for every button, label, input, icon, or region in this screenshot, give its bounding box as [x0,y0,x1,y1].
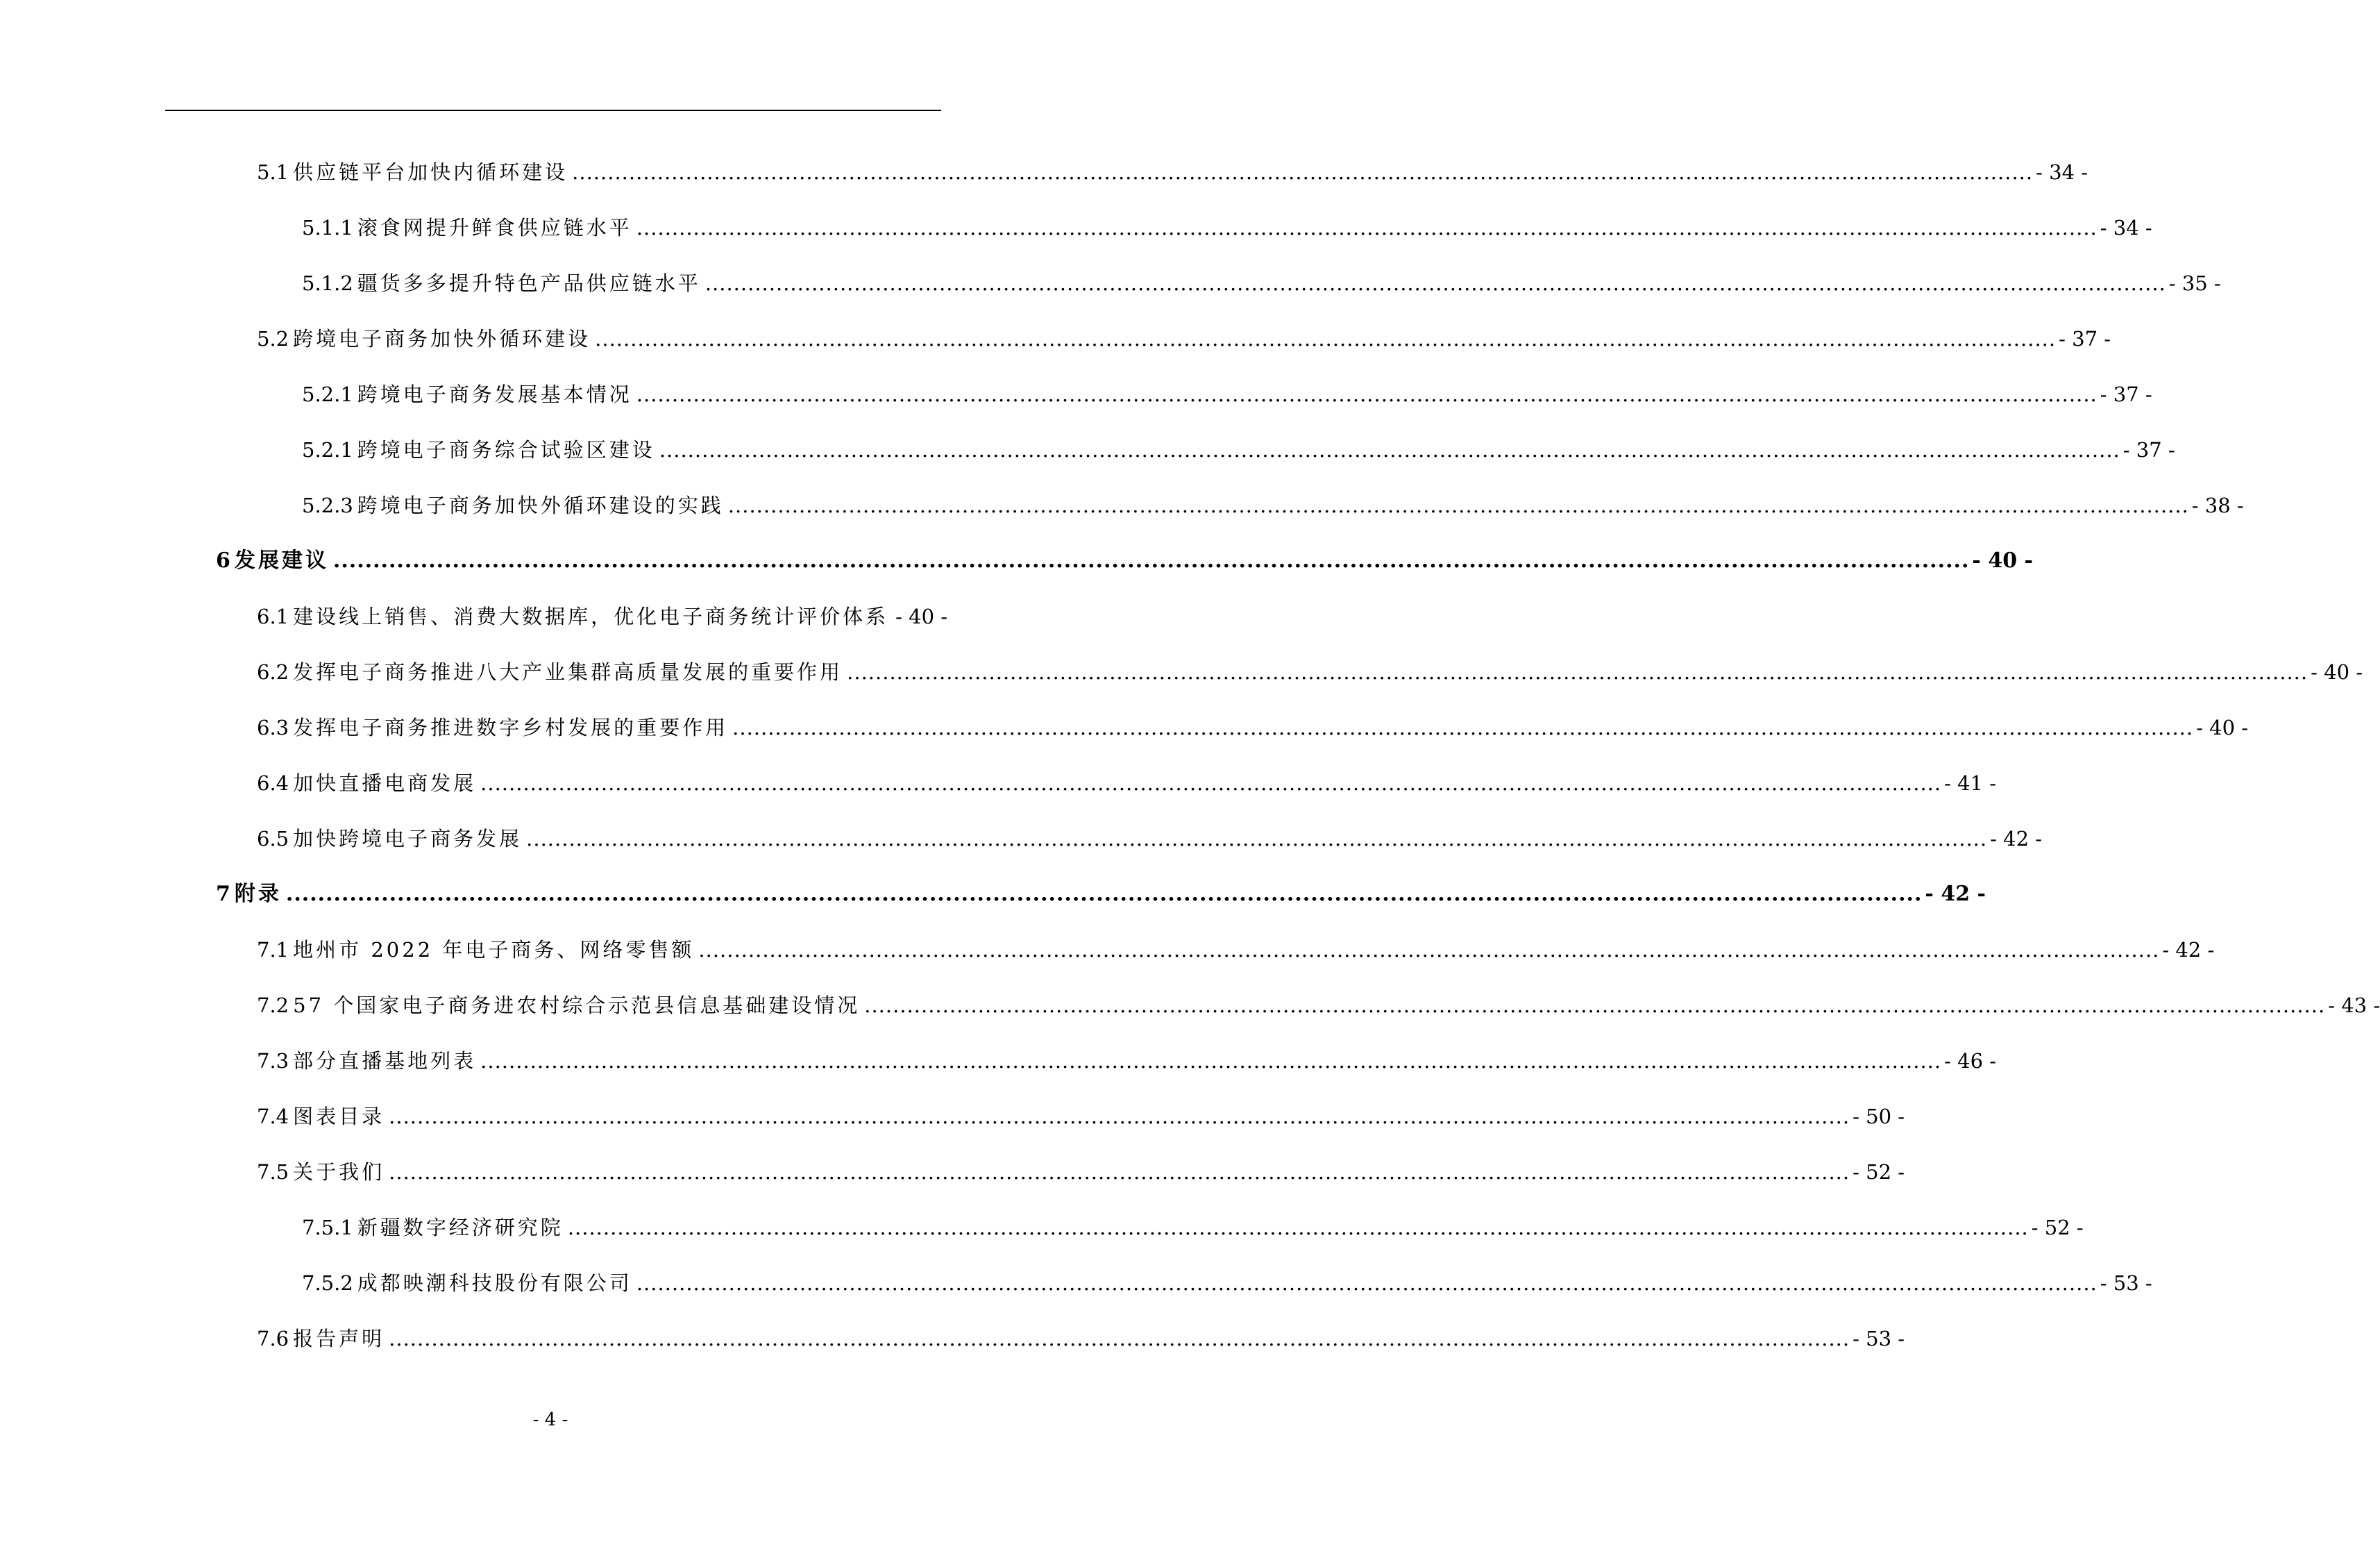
dot-leader: .............................................................................................................................................................................................................. [659,438,2120,462]
toc-entry-page: - 50 - [1852,1105,1905,1128]
toc-entry-number: 6.5 [257,827,289,851]
toc-entry-title: 关于我们 [293,1160,385,1184]
dot-leader: .............................................................................................................................................................................................................. [595,327,2057,351]
dot-leader: .............................................................................................................................................................................................................. [389,1327,1850,1350]
toc-entry-title: 疆货多多提升特色产品供应链水平 [357,271,701,295]
toc-entry-number: 6.3 [257,716,289,739]
toc-entry-number: 7.1 [257,938,289,962]
toc-entry-title: 发挥电子商务推进八大产业集群高质量发展的重要作用 [293,660,843,684]
toc-entry-title: 加快直播电商发展 [293,771,477,795]
toc-entry-title: 附录 [234,882,282,906]
toc-entry[interactable] [257,324,2111,354]
dot-leader: .............................................................................................................................................................................................................. [480,771,1942,795]
toc-entry[interactable] [216,546,2033,576]
dot-leader: .............................................................................................................................................................................................................. [698,938,2160,962]
dot-leader: .............................................................................................................................................................................................................. [480,1049,1942,1073]
toc-entry-title: 跨境电子商务加快外循环建设的实践 [357,494,724,517]
toc-entry[interactable] [302,212,2152,243]
toc-entry[interactable] [257,1323,1905,1354]
toc-entry-page: - 41 - [1944,771,1997,795]
toc-entry-page: - 42 - [1925,882,1986,906]
toc-entry-title: 建设线上销售、消费大数据库，优化电子商务统计评价体系 [293,605,889,628]
toc-entry-page: - 37 - [2059,327,2111,351]
toc-entry-title: 地州市 2022 年电子商务、网络零售额 [293,938,695,962]
toc-entry-number: 5.2.1 [302,438,353,462]
dot-leader: .............................................................................................................................................................................................................. [526,827,1988,851]
toc-entry-page: - 40 - [895,605,948,628]
dot-leader: .............................................................................................................................................................................................................. [847,660,2309,684]
toc-entry[interactable] [257,1157,1905,1187]
toc-entry-number: 7.2 [257,994,289,1017]
toc-entry[interactable] [302,379,2152,410]
toc-entry-title: 加快跨境电子商务发展 [293,827,523,851]
dot-leader: .............................................................................................................................................................................................................. [704,271,2166,295]
toc-entry[interactable] [257,712,2249,743]
dot-leader: .............................................................................................................................................................................................................. [389,1160,1850,1184]
toc-entry-page: - 37 - [2100,383,2152,406]
toc-entry[interactable] [302,435,2175,465]
toc-entry-title: 57 个国家电子商务进农村综合示范县信息基础建设情况 [293,994,861,1017]
toc-entry-number: 6.4 [257,771,289,795]
toc-entry[interactable] [257,657,2363,687]
dot-leader: .............................................................................................................................................................................................................. [285,882,1923,906]
toc-entry-number: 5.2.3 [302,494,353,517]
toc-entry-page: - 38 - [2191,494,2244,517]
toc-entry-page: - 43 - [2328,994,2380,1017]
toc-entry[interactable] [216,879,1986,910]
dot-leader: .............................................................................................................................................................................................................. [864,994,2326,1017]
dot-leader: .............................................................................................................................................................................................................. [567,1216,2029,1239]
toc-entry-title: 图表目录 [293,1105,385,1128]
toc-entry-page: - 34 - [2100,216,2152,240]
toc-entry-number: 6 [216,548,230,573]
toc-entry[interactable] [302,1268,2152,1298]
toc-entry-number: 5.2.1 [302,383,353,406]
toc-entry-page: - 46 - [1944,1049,1997,1073]
toc-entry-page: - 53 - [2100,1271,2152,1295]
dot-leader: .............................................................................................................................................................................................................. [636,216,2098,240]
toc-entry-number: 7.5 [257,1160,289,1184]
toc-entry-number: 7 [216,882,230,906]
toc-entry-page: - 42 - [1990,827,2043,851]
toc-entry-page: - 42 - [2162,938,2215,962]
toc-entry-number: 7.4 [257,1105,289,1128]
toc-entry[interactable] [302,268,2221,299]
toc-entry-page: - 40 - [2311,660,2363,684]
toc-entry-title: 跨境电子商务发展基本情况 [357,383,632,406]
toc-entry[interactable] [257,157,2088,187]
toc-entry-number: 5.1 [257,160,289,184]
toc-entry-title: 供应链平台加快内循环建设 [293,160,568,184]
dot-leader: .............................................................................................................................................................................................................. [572,160,2034,184]
toc-entry[interactable] [257,990,2380,1021]
toc-entry-number: 7.3 [257,1049,289,1073]
toc-entry-page: - 34 - [2036,160,2088,184]
toc-entry[interactable] [302,1212,2084,1243]
dot-leader: .............................................................................................................................................................................................................. [636,383,2098,406]
toc-entry-page: - 52 - [1852,1160,1905,1184]
toc-entry-title: 成都映潮科技股份有限公司 [357,1271,632,1295]
toc-entry[interactable] [257,935,2215,965]
toc-entry-page: - 40 - [1972,548,2033,573]
toc-entry[interactable] [257,1046,1997,1076]
dot-leader: .............................................................................................................................................................................................................. [732,716,2194,739]
toc-entry-page: - 35 - [2168,271,2221,295]
toc-entry-number: 6.2 [257,660,289,684]
toc-entry[interactable] [257,601,948,632]
toc-entry-title: 发挥电子商务推进数字乡村发展的重要作用 [293,716,729,739]
toc-entry-number: 7.5.1 [302,1216,353,1239]
dot-leader: .............................................................................................................................................................................................................. [332,548,1970,573]
toc-entry[interactable] [257,768,1997,798]
toc-entry-title: 新疆数字经济研究院 [357,1216,564,1239]
toc-entry-title: 跨境电子商务综合试验区建设 [357,438,655,462]
toc-entry-number: 5.1.2 [302,271,353,295]
dot-leader: .............................................................................................................................................................................................................. [636,1271,2098,1295]
toc-entry-title: 跨境电子商务加快外循环建设 [293,327,591,351]
toc-entry-title: 发展建议 [234,548,329,573]
toc-entry-number: 5.1.1 [302,216,353,240]
dot-leader: .............................................................................................................................................................................................................. [389,1105,1850,1128]
toc-entry-number: 5.2 [257,327,289,351]
toc-entry[interactable] [257,1101,1905,1132]
toc-entry[interactable] [302,490,2244,521]
toc-entry-page: - 37 - [2122,438,2175,462]
toc-entry-page: - 52 - [2031,1216,2084,1239]
toc-entry-page: - 53 - [1852,1327,1905,1350]
toc-entry-title: 报告声明 [293,1327,385,1350]
toc-entry-number: 7.5.2 [302,1271,353,1295]
toc-entry-number: 6.1 [257,605,289,628]
page-number: - 4 - [532,1409,568,1430]
toc-entry-title: 滚食网提升鲜食供应链水平 [357,216,632,240]
toc-entry-title: 部分直播基地列表 [293,1049,477,1073]
toc-entry-page: - 40 - [2196,716,2249,739]
toc-entry[interactable] [257,823,2043,854]
toc-entry-number: 7.6 [257,1327,289,1350]
dot-leader: .............................................................................................................................................................................................................. [727,494,2189,517]
